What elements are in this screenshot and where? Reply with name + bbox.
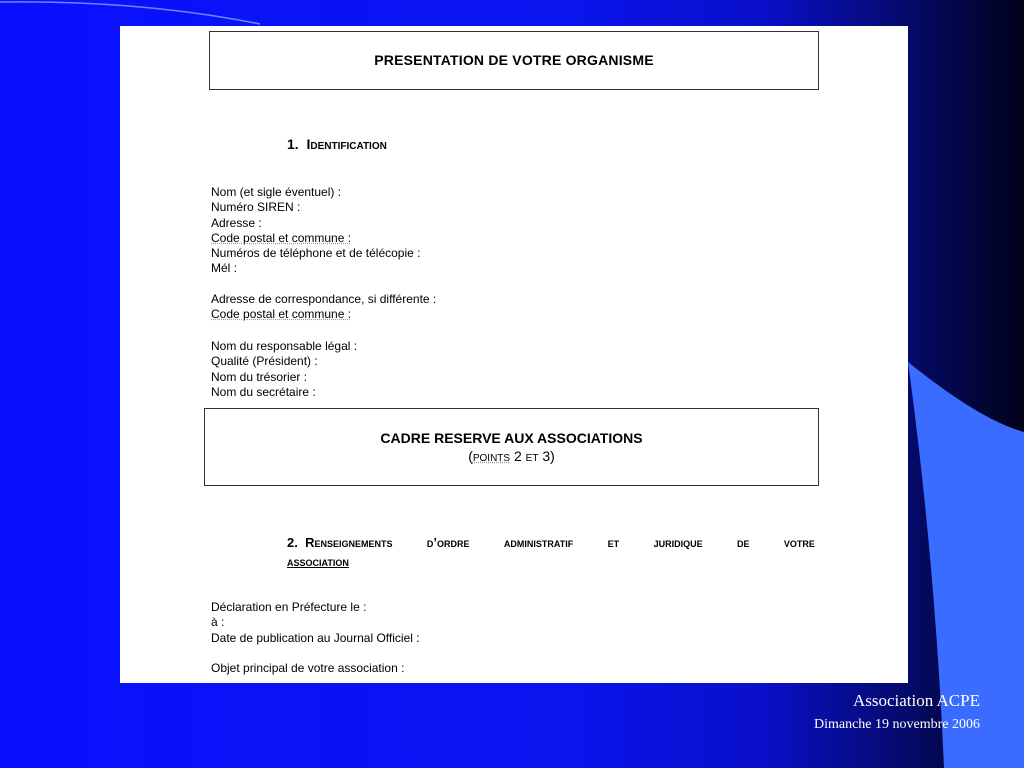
section1-title: Identification [306, 136, 387, 152]
identification-fields [211, 185, 420, 277]
reserved-box-title: CADRE RESERVE AUX ASSOCIATIONS [380, 430, 643, 446]
subtitle-open: ( [468, 448, 473, 464]
section2-number-word [287, 533, 392, 552]
section2-word: de [737, 535, 750, 550]
field-nom: Nom (et sigle éventuel) : [211, 185, 342, 199]
field-telephone: Numéros de téléphone et de télécopie : [211, 246, 421, 261]
subtitle-number: 2 [513, 448, 522, 464]
reserved-box-subtitle [205, 448, 818, 464]
subtitle-close: 3) [542, 448, 555, 464]
document-page [120, 26, 908, 683]
subtitle-points: points [472, 448, 511, 464]
footer-organisation: Association ACPE [852, 691, 980, 710]
section2-number: 2. [287, 535, 298, 550]
field-correspondance: Adresse de correspondance, si différente : [211, 292, 437, 306]
field-adresse: Adresse : [211, 215, 262, 230]
field-lieu: à : [211, 615, 225, 630]
section2-heading [287, 533, 815, 571]
correspondence-fields [211, 292, 436, 323]
section2-last-word: association [287, 554, 349, 569]
field-secretaire: Nom du secrétaire : [211, 384, 316, 399]
field-responsable: Nom du responsable légal : [211, 339, 358, 353]
object-field [211, 661, 404, 676]
header-box-title: PRESENTATION DE VOTRE ORGANISME [374, 52, 654, 68]
section1-number: 1. [287, 136, 299, 152]
field-objet: Objet principal de votre association : [211, 661, 405, 675]
field-tresorier: Nom du trésorier : [211, 369, 308, 384]
section2-word: d’ordre [426, 535, 470, 550]
section2-word: Renseignements [305, 535, 393, 550]
field-declaration: Déclaration en Préfecture le : [211, 600, 367, 614]
section2-word: votre [783, 535, 815, 550]
section1-heading [287, 136, 387, 152]
section2-word: administratif [503, 535, 574, 550]
field-code-postal: Code postal et commune : [211, 230, 352, 245]
section2-word: et [607, 535, 620, 550]
field-siren: Numéro SIREN : [211, 200, 301, 215]
field-mel: Mél : [211, 261, 238, 276]
section2-word: juridique [653, 535, 703, 550]
reserved-box [204, 408, 819, 486]
subtitle-and: et [525, 448, 539, 464]
officer-fields [211, 339, 357, 400]
footer-date: Dimanche 19 novembre 2006 [813, 717, 980, 732]
field-qualite: Qualité (Président) : [211, 354, 318, 369]
admin-fields [211, 600, 420, 646]
header-box [209, 31, 819, 90]
field-code-postal-correspondance: Code postal et commune : [211, 307, 352, 322]
field-journal-officiel: Date de publication au Journal Officiel : [211, 630, 420, 645]
